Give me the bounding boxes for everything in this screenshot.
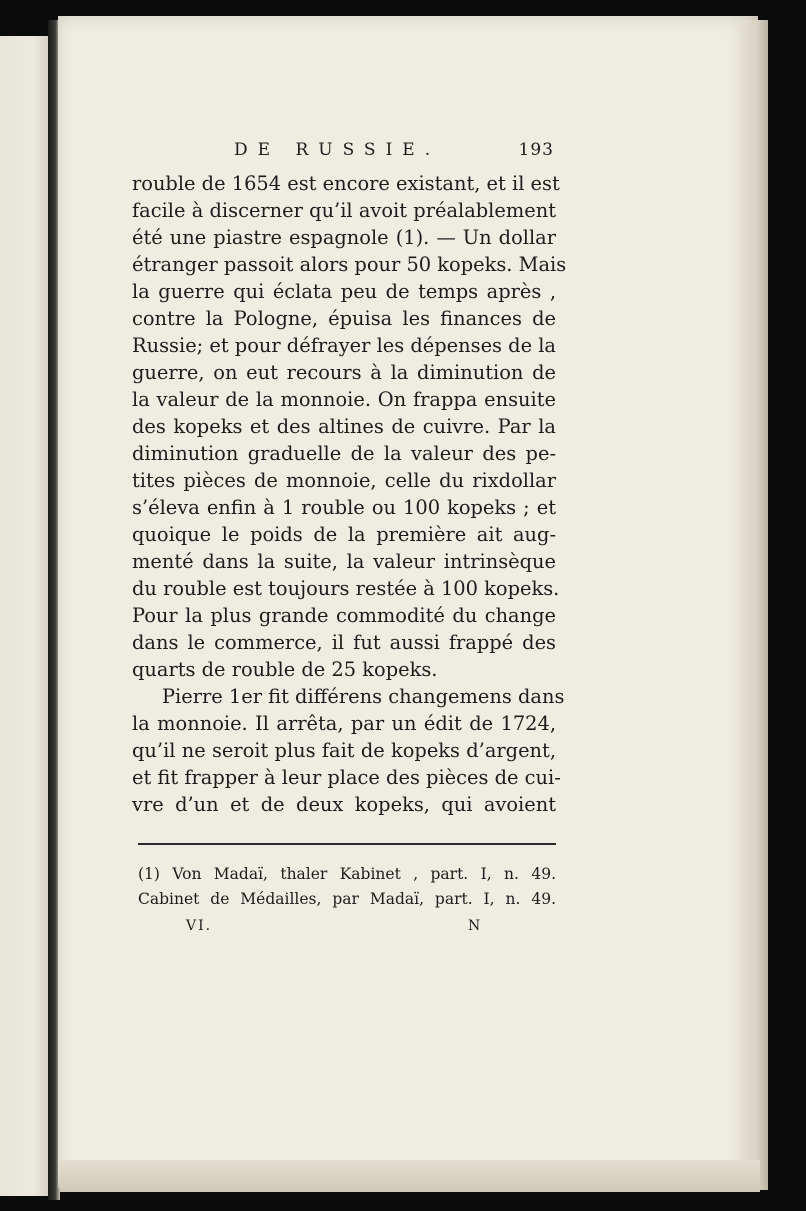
text-line: diminution graduelle de la valeur des pe- (132, 442, 556, 465)
text-line: tites pièces de monnoie, celle du rixdollar (132, 469, 556, 492)
text-line: la monnoie. Il arrêta, par un édit de 1724, (132, 712, 556, 735)
volume-mark: VI. (186, 918, 213, 934)
text-line: dans le commerce, il fut aussi frappé des (132, 631, 556, 654)
text-line: Russie; et pour défrayer les dépenses de la (132, 334, 556, 357)
facing-page-edge (0, 36, 48, 1196)
text-line: la guerre qui éclata peu de temps après , (132, 280, 556, 303)
text-line: et fit frapper à leur place des pièces de cui- (132, 766, 561, 789)
printer-signature (186, 918, 486, 938)
footnote-line: (1) Von Madaï, thaler Kabinet , part. I, n. 49. (138, 865, 556, 883)
text-line: quarts de rouble de 25 kopeks. (132, 658, 438, 681)
running-header (234, 140, 554, 162)
text-line: la valeur de la monnoie. On frappa ensuite (132, 388, 556, 411)
text-line: étranger passoit alors pour 50 kopeks. Mais (132, 253, 567, 276)
text-line: s’éleva enfin à 1 rouble ou 100 kopeks ; et (132, 496, 556, 519)
text-line: des kopeks et des altines de cuivre. Par la (132, 415, 556, 438)
text-line: guerre, on eut recours à la diminution de (132, 361, 556, 384)
page-number: 193 (518, 140, 554, 160)
text-line: qu’il ne seroit plus fait de kopeks d’argent, (132, 739, 556, 762)
text-line: Pour la plus grande commodité du change (132, 604, 556, 627)
signature-mark: N (468, 918, 481, 934)
text-line: du rouble est toujours restée à 100 kopeks. (132, 577, 560, 600)
text-line: menté dans la suite, la valeur intrinsèque (132, 550, 556, 573)
text-line: vre d’un et de deux kopeks, qui avoient (132, 793, 556, 816)
footnotes (138, 862, 556, 912)
page-right-edge (740, 20, 768, 1190)
footnote-line: Cabinet de Médailles, par Madaï, part. I, n. 49. (138, 890, 556, 908)
text-line: été une piastre espagnole (1). — Un dollar (132, 226, 556, 249)
running-title: DE RUSSIE. (234, 140, 441, 160)
text-line: contre la Pologne, épuisa les finances de (132, 307, 556, 330)
text-line: quoique le poids de la première ait aug- (132, 523, 556, 546)
footnote-rule (138, 843, 556, 845)
text-line: facile à discerner qu’il avoit préalablement (132, 199, 556, 222)
page-bottom-edge (60, 1160, 760, 1192)
text-line: Pierre 1er fit différens changemens dans (162, 685, 565, 708)
text-line: rouble de 1654 est encore existant, et il est (132, 172, 560, 195)
body-text (132, 170, 567, 818)
